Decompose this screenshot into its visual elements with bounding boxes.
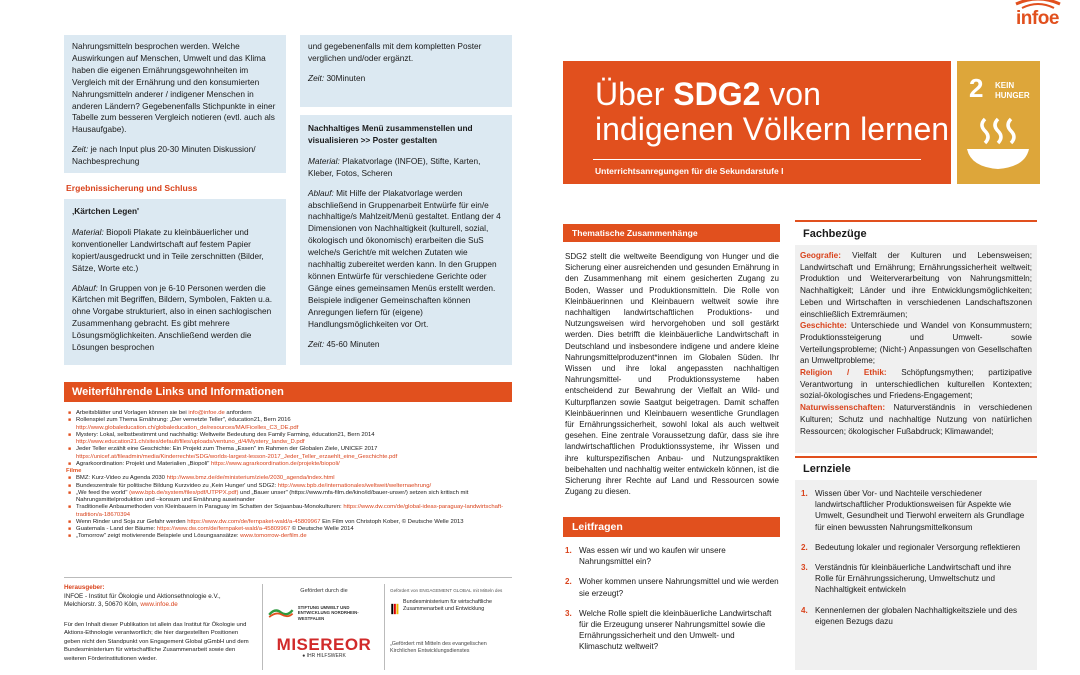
misereor-name: MISEREOR	[276, 635, 372, 654]
infoe-logo-text: infoe	[1016, 8, 1059, 29]
fach-naturwissenschaften: Naturwissenschaften: Naturverständnis in verschiedenen Kulturen; Schutz und nachhaltige Nutzung von natürlichen Ressourcen; ökologischer Fußabdruck; Klimawandel;	[800, 403, 1032, 436]
kaertchen-box	[64, 199, 286, 365]
menu-material: Material: Plakatvorlage (INFOE), Stifte, Karten, Kleber, Fotos, Scheren	[308, 155, 481, 178]
bmz-logo-block	[390, 588, 514, 655]
leitfrage-item: 1. Was essen wir und wo kaufen wir unsere Nahrungsmittel ein?	[565, 546, 726, 567]
fach-religion: Religion / Ethik: Schöpfungsmythen; partizipative Verantwortung in unterschiedlichen kulturellen Kontexten; sozial-ökologisches und Friedens-Engagement;	[800, 368, 1032, 401]
menu-ablauf: Ablauf: Mit Hilfe der Plakatvorlage werden abschließend in Gruppenarbeit Entwürfe für ein/e nachhaltige/s Mahlzeit/Menü gestaltet. Entlang der 4 Dimensionen von Nachhaltigkeit (kulturell, sozial, ökologisch und ökonomisch) erarbeiten die SuS welche/s Gericht/e mit welchen Zutaten wie nachhaltig zubereitet werden kann. In den Gruppen können Entwürfe für verschiedene Gerichte oder Gänge eines gemeinsamen Menüs erstellt werden. Beispiele indigener Gemeinschaften können Anregungen liefern für (eigene) Handlungsmöglichkeiten vor Ort.	[308, 187, 501, 329]
film-item[interactable]: ■ Wenn Rinder und Soja zur Gefahr werden https://www.dw.com/de/fernpaket-wald/a-45809967 Ein Film von Christoph Kober, © Deutsche Welle 2013	[66, 519, 514, 526]
menu-title: Nachhaltiges Menü zusammenstellen und visualisieren >> Poster gestalten	[308, 123, 473, 145]
bmz-logo	[390, 599, 514, 619]
menu-box	[300, 115, 512, 365]
fachbezuege-header	[795, 220, 1037, 245]
engagement-label: Gefördert von ENGAGEMENT GLOBAL mit Mitteln des	[390, 588, 503, 593]
hero-title	[595, 77, 949, 147]
eagle-icon	[390, 599, 399, 619]
infoe-link[interactable]: www.infoe.de	[140, 601, 178, 608]
fachbezuege-section	[795, 220, 1037, 453]
kaertchen-title: ‚Kärtchen Legen'	[72, 206, 139, 216]
link-item[interactable]: ■ Jeder Teller erzählt eine Geschichte: Ein Projekt zum Thema „Essen" im Rahmen der Globalen Ziele, UNICEF 2017 https://unicef.at/fileadmin/media/Kinderrechte/SDG/worlds-largest-lesson-2017_Jeder_Teller_erzaehlt_eine_Geschichte.pdf	[66, 446, 514, 461]
lernziel-item: 4. Kennenlernen der globalen Nachhaltigkeitsziele und des eigenen Bezugs dazu	[801, 605, 1018, 626]
lernziel-item: 3. Verständnis für kleinbäuerliche Landwirtschaft und ihre Rolle für Ernährungssicherung, Umweltschutz und Nachhaltigkeit entwickeln	[801, 563, 1012, 595]
link-item[interactable]: ■ Agrarkoordination: Projekt und Materialien „Biopoli" https://www.agrarkoordination.de/projekte/biopoli/	[66, 461, 514, 468]
film-item[interactable]: ■ Bundeszentrale für politische Bildung Kurzvideo zu ‚Kein Hunger' und SDG2: http://www.bpb.de/internationales/weltweit/welternaehrung/	[66, 483, 514, 490]
link-item[interactable]: ■ Arbeitsblätter und Vorlagen können sie bei info@infoe.de anfordern	[66, 410, 514, 417]
sdg2-label: KEIN HUNGER	[995, 81, 1030, 100]
film-item[interactable]: ■ Traditionelle Anbaumethoden von Kleinbauern in Paraguay im Schatten der Sojaanbau-Monokulturen: https://www.dw.com/de/global-ideas-paraguay-landwirtschaft-tradition/a-18670394	[66, 504, 514, 519]
leitfrage-item: 2. Woher kommen unsere Nahrungsmittel und wie werden sie erzeugt?	[565, 577, 779, 598]
lernziel-item: 2. Bedeutung lokaler und regionaler Versorgung reflektieren	[801, 542, 1021, 552]
poster-compare-box	[300, 35, 512, 107]
gefoerdert-label: Gefördert durch die	[300, 588, 348, 594]
sue-logo-block	[268, 588, 380, 659]
disclaimer-text: Für den Inhalt dieser Publikation ist allein das Institut für Ökologie und Aktions-Ethnologie verantwortlich; die hier dargestellten Positionen geben nicht den Standpunkt von Engagement Global gGmbH und dem Bundesministerium für wirtschaftliche Zusammenarbeit sowie den weiteren Förderinstitutionen wieder.	[64, 621, 249, 662]
sue-logo	[268, 602, 380, 624]
thematisch-title: Thematische Zusammenhänge	[572, 228, 698, 238]
infoe-logo	[1008, 0, 1070, 30]
sdg2-tile	[957, 61, 1040, 184]
hero-title-line1: Über SDG2 von	[595, 76, 821, 112]
misereor-sub: ● IHR HILFSWERK	[302, 653, 346, 659]
film-item[interactable]: ■ BMZ: Kurz-Video zu Agenda 2030 http://www.bmz.de/de/ministerium/ziele/2030_agenda/index.html	[66, 475, 514, 482]
kaertchen-ablauf: Ablauf: In Gruppen von je 6-10 Personen werden die Kärtchen mit Begriffen, Bildern, Symbolen, Fakten u.a. ohne Vorgabe strukturiert, also in einen sachlogischen Zusammenhang gebracht. Es gibt mehrere Lösungsmöglichkeiten. Anschließend werden die Lösungen besprochen	[72, 282, 272, 353]
section-title-ergebnissicherung: Ergebnissicherung und Schluss	[66, 183, 198, 193]
leitfragen-header	[563, 517, 780, 537]
hero-subtitle: Unterrichtsanregungen für die Sekundarstufe I	[595, 166, 784, 176]
links-title: Weiterführende Links und Informationen	[72, 386, 284, 398]
film-item[interactable]: ■ Guatemala - Land der Bäume: https://www.dw.com/de/fernpaket-wald/a-45809967 © Deutsche Welle 2014	[66, 526, 514, 533]
footer-vertical-divider-2	[384, 584, 385, 670]
films-label: Filme	[66, 468, 82, 474]
misereor-logo	[268, 636, 380, 659]
hero-title-line2: indigenen Völkern lernen	[595, 111, 950, 147]
fachbezuege-title: Fachbezüge	[803, 228, 867, 240]
hero-subtitle-line	[593, 159, 921, 160]
lernziele-list	[795, 480, 1037, 627]
kaertchen-material: Material: Biopoli Plakate zu kleinbäuerlicher und konventioneller Landwirtschaft auf festem Papier kopiert/ausgedruckt und in Teile zerschnitten (Bilder, Sätze, Worte etc.)	[72, 226, 264, 273]
bmz-name: Bundesministerium für wirtschaftliche Zusammenarbeit und Entwicklung	[403, 599, 493, 612]
fach-geschichte: Geschichte: Unterschiede und Wandel von Konsummustern; Produktionssteigerung und Umwelt- sowie Verteilungsprobleme; (Nicht-) Anpassungen von Gesellschaften an Umweltprobleme;	[800, 321, 1032, 366]
footer-publisher	[64, 584, 254, 663]
link-item[interactable]: ■ Rollenspiel zum Thema Ernährung: „Der vernetzte Teller", éducation21, Bern 2016 http://www.globaleducation.ch/globaleducation_de/resources/MA/Ficelles_C3_DE.pdf	[66, 417, 514, 432]
lernziele-title: Lernziele	[803, 463, 851, 475]
fachbezuege-body	[795, 245, 1037, 442]
menu-time: Zeit: 45-60 Minuten	[308, 338, 380, 349]
sue-logo-icon	[268, 602, 294, 624]
link-item[interactable]: ■ Mystery: Lokal, selbstbestimmt und nachhaltig: Weltweite Bedeutung des Family Farming, éducation21, Bern 2014 http://www.education21.ch/sites/default/files/uploads/ventuno_d/4/Mystery_landw_D.pdf	[66, 432, 514, 447]
sdg2-number: 2	[969, 73, 984, 103]
lernziele-header	[795, 456, 1037, 480]
links-header	[64, 382, 512, 402]
links-list	[66, 410, 514, 541]
poster-compare-time: Zeit: 30Minuten	[308, 72, 366, 83]
leitfrage-item: 3. Welche Rolle spielt die kleinbäuerliche Landwirtschaft für die Erzeugung unserer Nahrungsmittel sowie die Ernährungssicherheit und den Umwelt- und Klimaschutz weltweit?	[565, 608, 772, 652]
bowl-icon	[965, 115, 1031, 171]
leitfragen-list	[565, 545, 779, 662]
herausgeber-label: Herausgeber:	[64, 584, 105, 591]
herausgeber-text: INFOE - Institut für Ökologie und Aktionsethnologie e.V., Melchiorstr. 3, 50670 Köln, www.infoe.de	[64, 592, 221, 608]
discussion-text: Nahrungsmitteln besprochen werden. Welche Auswirkungen auf Menschen, Umwelt und das Klima haben die eigenen Ernährungsgewohnheiten im Vergleich mit der Ernährung und den konsumierten Nahrungsmitteln anderer / indigener Menschen in anderen Ländern? Gegebenenfalls Stichpunkte in einer Tabelle zum besseren Vergleich notieren (evtl. auch als Hausaufgabe).	[72, 41, 276, 135]
footer-divider	[64, 577, 512, 578]
leitfragen-title: Leitfragen	[572, 521, 623, 533]
footer-vertical-divider	[262, 584, 263, 670]
sue-name: STIFTUNG UMWELT UND ENTWICKLUNG NORDRHEIN-WESTFALEN	[297, 605, 359, 621]
lernziele-section	[795, 456, 1037, 670]
thematisch-header	[563, 224, 780, 242]
discussion-box	[64, 35, 286, 173]
lernziel-item: 1. Wissen über Vor- und Nachteile verschiedener landwirtschaftlicher Produktionsweisen für Aspekte wie Umwelt, Gesundheit und Tierwohl erweitern als Grundlage für einen bewussten Nahrungsmittelkonsum	[801, 489, 1025, 532]
film-item[interactable]: ■ „Tomorrow" zeigt motivierende Beispiele und Lösungsansätze: www.tomorrow-derfilm.de	[66, 533, 514, 540]
thematisch-text: SDG2 stellt die weltweite Beendigung von Hunger und die Sicherung einer ausreichenden und gesunden Ernährung in den Zusammenhang mit einem gesicherten Zugang zu Boden, Wasser und Produktionsmitteln. Die Rolle von Kleinbäuerinnen und Kleinbauern weltweit sowie ihre nachhaltigen landwirtschaftlichen Produktions- und Nutzungsweisen wird hervorgehoben und soll gestärkt werden. Dies betrifft die kleinbäuerliche Landwirtschaft in Deutschland und insbesondere indigene und andere kleine Nahrungsmittelproduzent*innen im Globalen Süden. Ihr Wissen und ihre lokal angepassten nachhaltigen Nahrungsmittel- und Produktionssysteme haben entscheidend zur Bewahrung der Vielfalt an Wild- und Kulturpflanzen sowie Saatgut beigetragen. Damit schaffen Kleinbäuerinnen und Kleinbauern wesentliche Grundlagen für Ernährungssicherheit, sowohl lokal als auch weltweit gesehen. Eine zentrale Voraussetzung dafür, dass sie ihre landwirtschaftlichen Produktionssysteme, ihr Wissen und ihre kulturspezifischen Anbau- und Nutzungspraktiken beibehalten und nachhaltig weiter entwickeln können, ist die Sicherung ihrer Rechte auf Land und Ressourcen sowie Zugang zu diesen.	[565, 252, 779, 497]
fach-geografie: Geografie: Vielfalt der Kulturen und Lebensweisen; Landwirtschaft und Ernährung; Ernährungssicherheit weltweit; Produktion und Weiterverarbeitung von Nahrungsmitteln; Nachhaltigkeit; Länder und ihre Entwicklungsmöglichkeiten; Leben und Wirtschaften in verschiedenen Landschaftszonen einschließlich Extremräumen;	[800, 251, 1032, 319]
film-item[interactable]: ■ „We feed the world" (www.bpb.de/system/files/pdf/UTPPX.pdf) und „Bauer unser" (https://www.mfa-film.de/kino/id/bauer-unser/) setzen sich kritisch mit Nahrungsmittelproduktion und –konsum und Ernährung auseinander	[66, 490, 514, 505]
kirche-text: „Gefördert mit Mitteln des evangelischen Kirchlichen Entwicklungsdienstes	[390, 641, 487, 654]
discussion-time: Zeit: je nach Input plus 20-30 Minuten Diskussion/ Nachbesprechung	[72, 144, 256, 167]
poster-compare-text: und gegebenenfalls mit dem kompletten Poster verglichen und/oder ergänzt.	[308, 41, 482, 63]
hero-banner	[563, 61, 951, 184]
